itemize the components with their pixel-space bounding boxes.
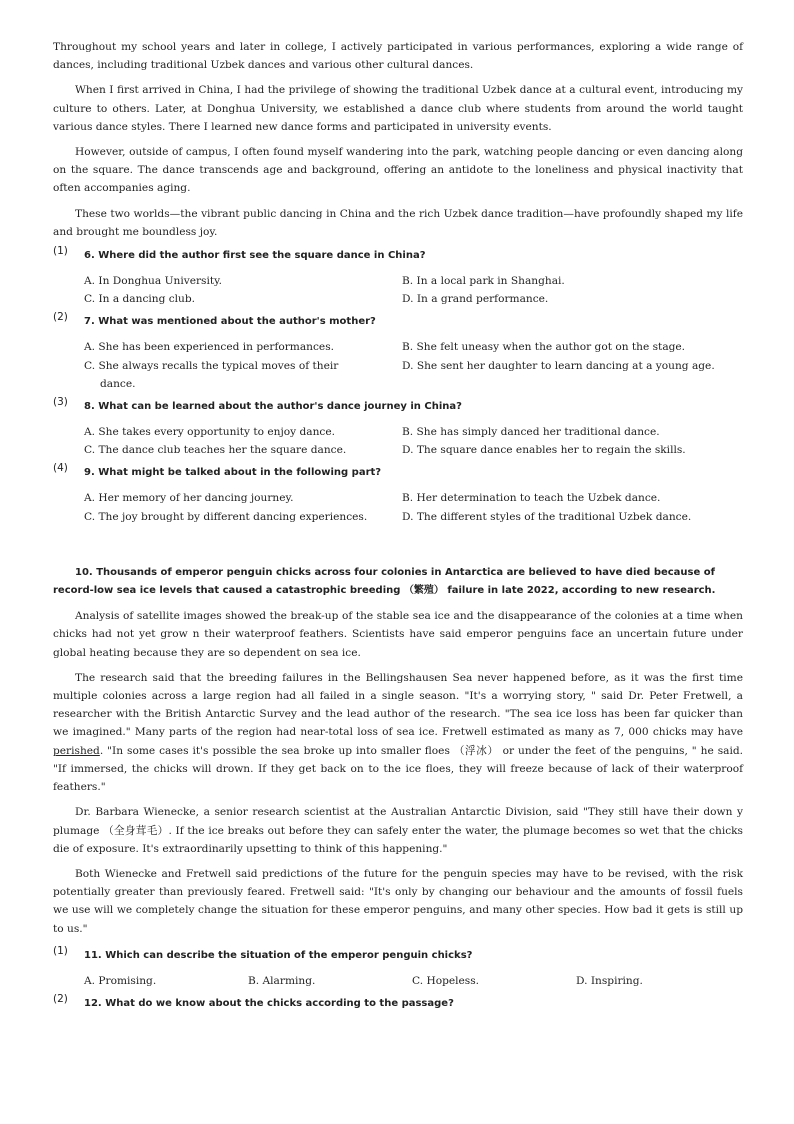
option-c[interactable]: C. The joy brought by different dancing experiences. xyxy=(84,510,368,523)
option-b[interactable]: B. In a local park in Shanghai. xyxy=(402,275,565,288)
question-11-options xyxy=(53,972,743,990)
option-c[interactable]: C. The dance club teaches her the square dance. xyxy=(84,444,347,457)
option-b[interactable]: B. She felt uneasy when the author got on the stage. xyxy=(402,341,686,354)
question-text: 7. What was mentioned about the author's mother? xyxy=(84,316,376,328)
option-c[interactable]: C. She always recalls the typical moves of their dance. xyxy=(84,359,339,390)
passage2-paragraph-1: Analysis of satellite images showed the break-up of the stable sea ice and the disappearance of the colonies at a time when chicks had not yet grow n their waterproof feathers. Scientists have said emperor penguins face an uncertain future under global heating because they are so dependent on sea ice. xyxy=(53,610,743,659)
question-number: (3) xyxy=(53,396,68,409)
underlined-word: perished xyxy=(53,744,100,757)
option-a[interactable]: A. She takes every opportunity to enjoy dance. xyxy=(84,426,335,439)
question-8 xyxy=(53,396,743,415)
passage2-paragraph-4: Both Wienecke and Fretwell said predictions of the future for the penguin species may have to be revised, with the risk potentially greater than previously feared. Fretwell said: "It's only by changing our behaviour and the amounts of fossil fuels we use will we completely change the situation for these emperor penguins, and many other species. How bad it gets is still up to us." xyxy=(53,867,743,935)
option-b[interactable]: B. She has simply danced her traditional dance. xyxy=(402,426,660,439)
question-12 xyxy=(53,992,743,1012)
passage1-paragraph-2: When I first arrived in China, I had the privilege of showing the traditional Uzbek dance at a cultural event, introducing my culture to others. Later, at Donghua University, we established a dance club where students from around the world taught various dance styles. There I learned new dance forms and participated in university events. xyxy=(53,84,743,133)
option-b[interactable]: B. Her determination to teach the Uzbek dance. xyxy=(402,492,661,505)
question-number: (4) xyxy=(53,462,68,475)
option-a[interactable]: A. In Donghua University. xyxy=(84,275,223,288)
question-number: (2) xyxy=(53,311,68,324)
option-c[interactable]: C. In a dancing club. xyxy=(84,293,196,306)
passage1-paragraph-3: However, outside of campus, I often found myself wandering into the park, watching people dancing or even dancing along on the square. The dance transcends age and background, offering an antidote to the loneliness and physical inactivity that often accompanies aging. xyxy=(53,146,743,195)
option-a[interactable]: A. Her memory of her dancing journey. xyxy=(84,492,294,505)
option-d[interactable]: D. She sent her daughter to learn dancing at a young age. xyxy=(402,359,715,372)
question-9-options xyxy=(53,489,743,525)
question-number: (2) xyxy=(53,992,68,1005)
question-number: (1) xyxy=(53,245,68,258)
question-text: 6. Where did the author first see the square dance in China? xyxy=(84,250,426,262)
option-d[interactable]: D. The different styles of the traditional Uzbek dance. xyxy=(402,510,692,523)
question-7-options xyxy=(53,338,743,393)
question-number: (1) xyxy=(53,944,68,957)
question-7 xyxy=(53,311,743,330)
passage2-paragraph-3: Dr. Barbara Wienecke, a senior research scientist at the Australian Antarctic Division, said "They still have their down y plumage （全身茸毛）. If the ice breaks out before they can safely enter the water, the plumage becomes so wet that the chicks die of exposure. It's extraordinarily upsetting to think of this happening." xyxy=(53,806,743,855)
passage2-title: 10. Thousands of emperor penguin chicks across four colonies in Antarctica are believed to have died because of record-low sea ice levels that caused a catastrophic breeding （繁殖） failure in late 2022, according to new research. xyxy=(53,566,716,597)
option-a[interactable]: A. Promising. xyxy=(84,974,157,987)
question-text: 12. What do we know about the chicks according to the passage? xyxy=(84,997,454,1009)
option-d[interactable]: D. Inspiring. xyxy=(576,974,643,987)
paragraph-text: The research said that the breeding failures in the Bellingshausen Sea never happened before, as it was the first time multiple colonies across a large region had all failed in a single season. "It's a worrying story, " said Dr. Peter Fretwell, a researcher with the British Antarctic Survey and the lead author of the research. "The sea ice loss has been far quicker than we imagined." Many parts of the region had near-total loss of sea ice. Fretwell estimated as many as 7, 000 chicks may have xyxy=(53,671,743,739)
passage1-paragraph-1: Throughout my school years and later in college, I actively participated in various performances, exploring a wide range of dances, including traditional Uzbek dances and various other cultural dances. xyxy=(53,41,743,72)
paragraph-text: . "In some cases it's possible the sea broke up into smaller floes （浮冰） or under the feet of the penguins, " he said. "If immersed, the chicks will drown. If they get back on to the ice floes, they will freeze because of lack of their waterproof feathers." xyxy=(53,744,743,794)
question-text: 9. What might be talked about in the following part? xyxy=(84,467,382,479)
question-text: 11. Which can describe the situation of the emperor penguin chicks? xyxy=(84,949,473,961)
option-c[interactable]: C. Hopeless. xyxy=(412,974,480,987)
option-d[interactable]: D. The square dance enables her to regain the skills. xyxy=(402,444,686,457)
question-6-options xyxy=(53,272,743,308)
question-9 xyxy=(53,462,743,481)
option-d[interactable]: D. In a grand performance. xyxy=(402,293,549,306)
document-page xyxy=(53,38,743,1020)
option-b[interactable]: B. Alarming. xyxy=(248,974,316,987)
question-6 xyxy=(53,245,743,264)
question-8-options xyxy=(53,423,743,459)
option-a[interactable]: A. She has been experienced in performances. xyxy=(84,341,334,354)
passage1-paragraph-4: These two worlds—the vibrant public dancing in China and the rich Uzbek dance tradition—have profoundly shaped my life and brought me boundless joy. xyxy=(53,207,743,238)
question-11 xyxy=(53,944,743,964)
passage2-paragraph-2 xyxy=(53,669,743,796)
question-text: 8. What can be learned about the author's dance journey in China? xyxy=(84,401,462,413)
